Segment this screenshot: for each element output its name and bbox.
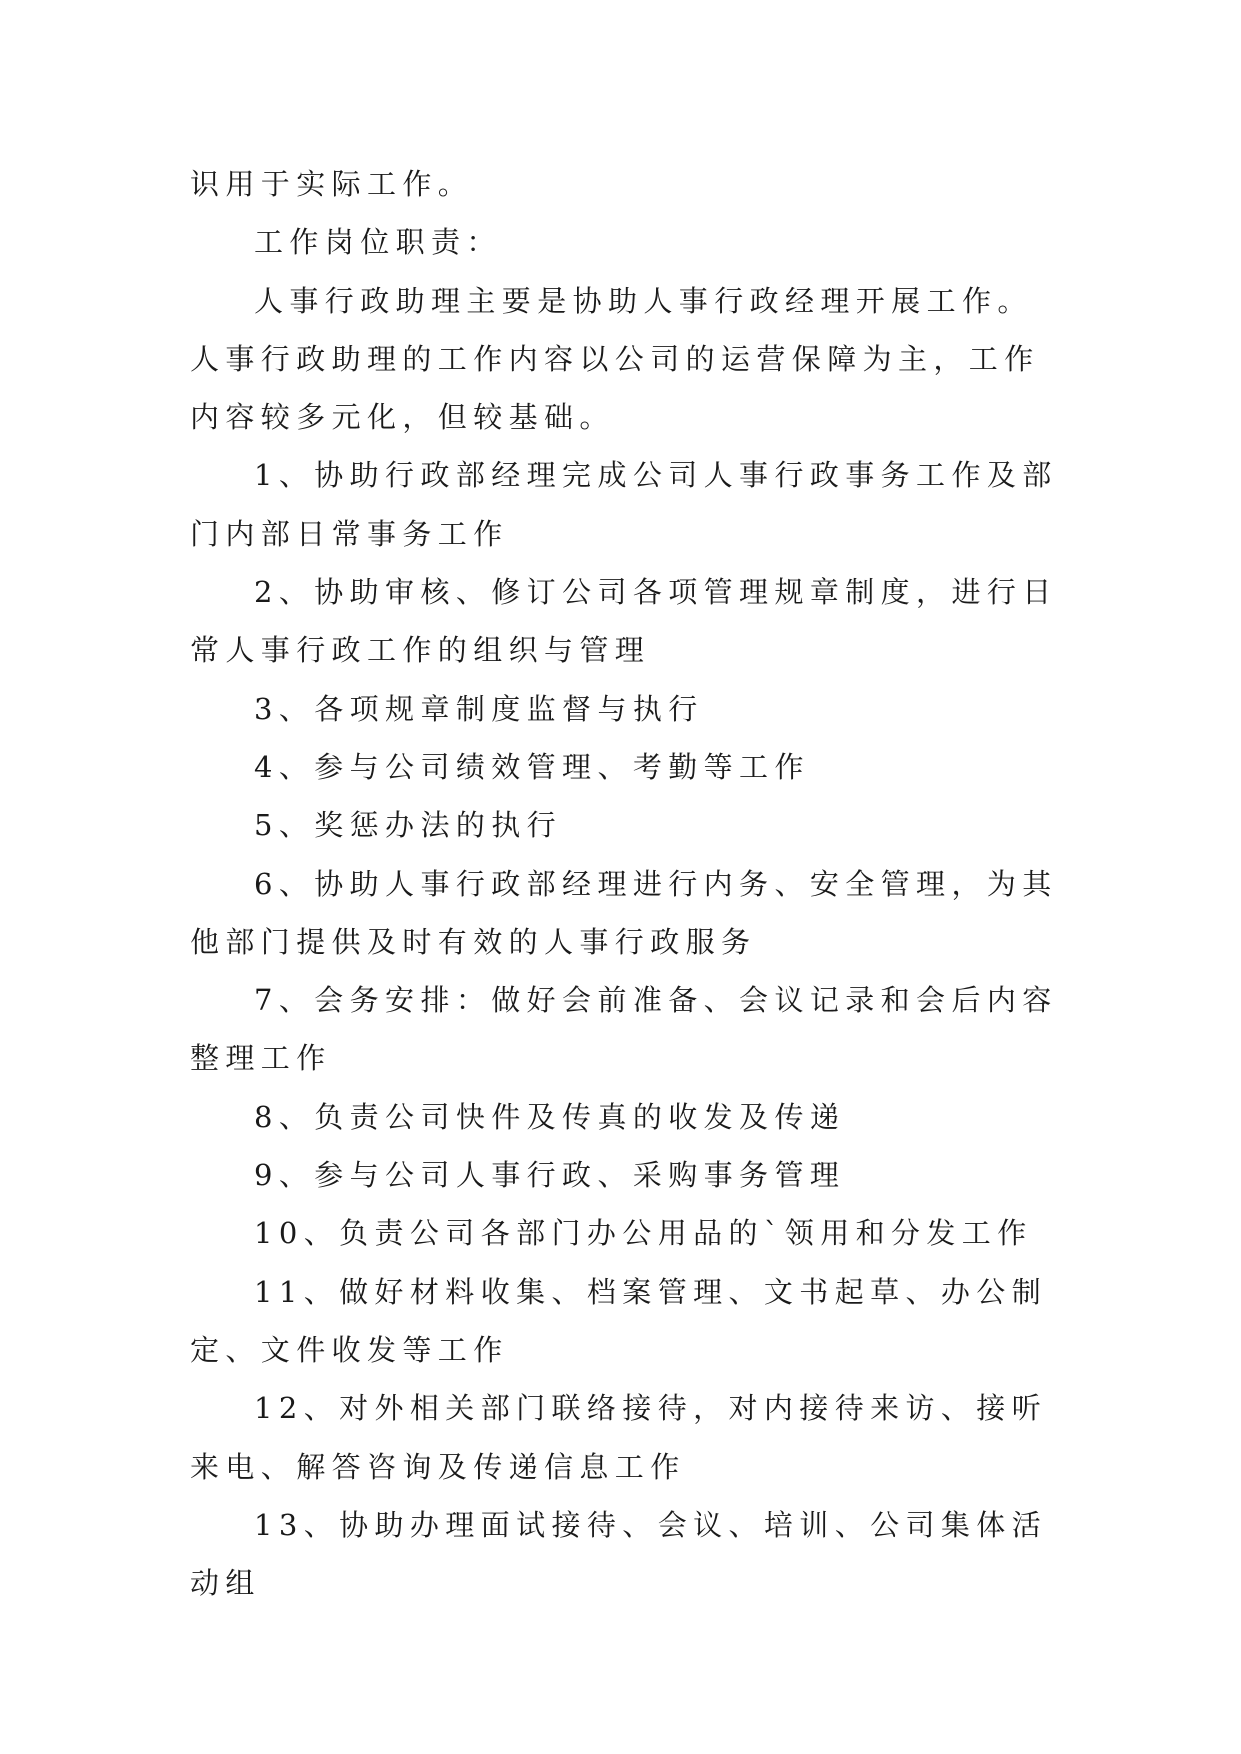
paragraph-continuation: 识用于实际工作。 (190, 167, 474, 201)
duty-item-13: 13、协助办理面试接待、会议、培训、公司集体活动组 (190, 1507, 1048, 1601)
duty-item-8: 8、负责公司快件及传真的收发及传递 (254, 1099, 846, 1134)
paragraph-intro: 人事行政助理主要是协助人事行政经理开展工作。人事行政助理的工作内容以公司的运营保障为主，工作内容较多元化，但较基础。 (190, 283, 1040, 435)
duty-item-6: 6、协助人事行政部经理进行内务、安全管理，为其他部门提供及时有效的人事行政服务 (190, 866, 1058, 959)
duty-item-2: 2、协助审核、修订公司各项管理规章制度，进行日常人事行政工作的组织与管理 (190, 575, 1058, 668)
duty-item-5: 5、奖惩办法的执行 (254, 808, 563, 843)
duty-item-12: 12、对外相关部门联络接待，对内接待来访、接听来电、解答咨询及传递信息工作 (190, 1391, 1048, 1484)
duty-item-10: 10、负责公司各部门办公用品的`领用和分发工作 (254, 1216, 1033, 1251)
duty-item-7: 7、会务安排：做好会前准备、会议记录和会后内容整理工作 (190, 983, 1058, 1076)
duty-item-9: 9、参与公司人事行政、采购事务管理 (254, 1158, 846, 1193)
duty-item-3: 3、各项规章制度监督与执行 (254, 691, 704, 726)
duty-item-4: 4、参与公司绩效管理、考勤等工作 (254, 749, 810, 784)
section-heading: 工作岗位职责： (254, 225, 502, 260)
duty-item-1: 1、协助行政部经理完成公司人事行政事务工作及部门内部日常事务工作 (190, 458, 1058, 551)
duty-item-11: 11、做好材料收集、档案管理、文书起草、办公制定、文件收发等工作 (190, 1274, 1048, 1367)
document-body (190, 155, 1060, 1612)
